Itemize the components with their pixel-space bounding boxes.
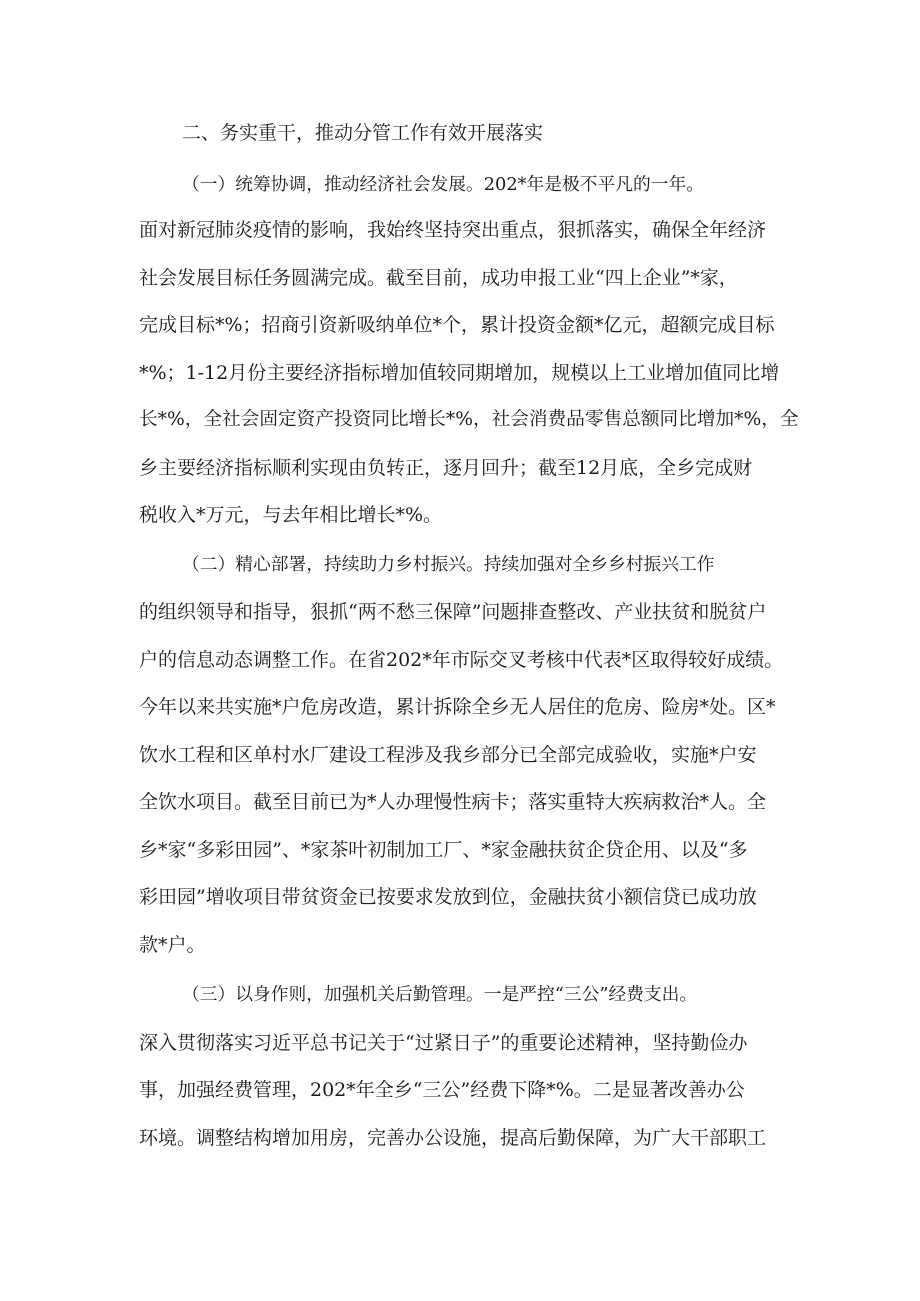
paragraph-2-line: 全饮水项目。截至目前已为*人办理慢性病卡；落实重特大疾病救治*人。全	[139, 791, 767, 813]
paragraph-1-line: 社会发展目标任务圆满完成。截至目前，成功申报工业“四上企业”*家，	[139, 267, 738, 289]
paragraph-1-line: 长*%，全社会固定资产投资同比增长*%，社会消费品零售总额同比增加*%，全	[139, 409, 799, 430]
paragraph-2-line: （二）精心部署，持续助力乡村振兴。持续加强对全乡乡村振兴工作	[182, 555, 715, 575]
paragraph-2-line: 款*户。	[139, 934, 206, 956]
paragraph-2-line: 的组织领导和指导，狠抓“两不愁三保障”问题排查整改、产业扶贫和脱贫户	[139, 601, 767, 623]
paragraph-1-line: 完成目标*%；招商引资新吸纳单位*个，累计投资金额*亿元，超额完成目标	[139, 314, 775, 336]
paragraph-2-line: 饮水工程和区单村水厂建设工程涉及我乡部分已全部完成验收，实施*户安	[139, 744, 757, 766]
paragraph-3-line: 事，加强经费管理，202*年全乡“三公”经费下降*%。二是显著改善办公	[139, 1079, 745, 1101]
paragraph-3-line: 深入贯彻落实习近平总书记关于“过紧日子”的重要论述精神，坚持勤俭办	[139, 1032, 748, 1054]
paragraph-3-line: 环境。调整结构增加用房，完善办公设施，提高后勤保障，为广大干部职工	[139, 1127, 767, 1149]
section-heading: 二、务实重干，推动分管工作有效开展落实	[182, 122, 544, 144]
paragraph-1-line: 乡主要经济指标顺利实现由负转正，逐月回升；截至12月底，全乡完成财	[139, 457, 753, 479]
paragraph-2-line: 户的信息动态调整工作。在省202*年市际交叉考核中代表*区取得较好成绩。	[139, 649, 784, 671]
paragraph-1-line: 面对新冠肺炎疫情的影响，我始终坚持突出重点，狠抓落实，确保全年经济	[139, 219, 767, 241]
paragraph-3-line: （三）以身作则，加强机关后勤管理。一是严控“三公”经费支出。	[182, 985, 698, 1005]
paragraph-2-line: 今年以来共实施*户危房改造，累计拆除全乡无人居住的危房、险房*处。区*	[139, 696, 776, 718]
paragraph-2-line: 乡*家“多彩田园”、*家茶叶初制加工厂、*家金融扶贫企贷企用、以及“多	[139, 839, 748, 861]
paragraph-1-line: （一）统筹协调，推动经济社会发展。202*年是极不平凡的一年。	[182, 175, 705, 195]
paragraph-1-line: *%；1-12月份主要经济指标增加值较同期增加，规模以上工业增加值同比增	[139, 362, 780, 384]
paragraph-2-line: 彩田园”增收项目带贫资金已按要求发放到位，金融扶贫小额信贷已成功放	[139, 886, 757, 908]
paragraph-1-line: 税收入*万元，与去年相比增长*%。	[139, 504, 443, 526]
